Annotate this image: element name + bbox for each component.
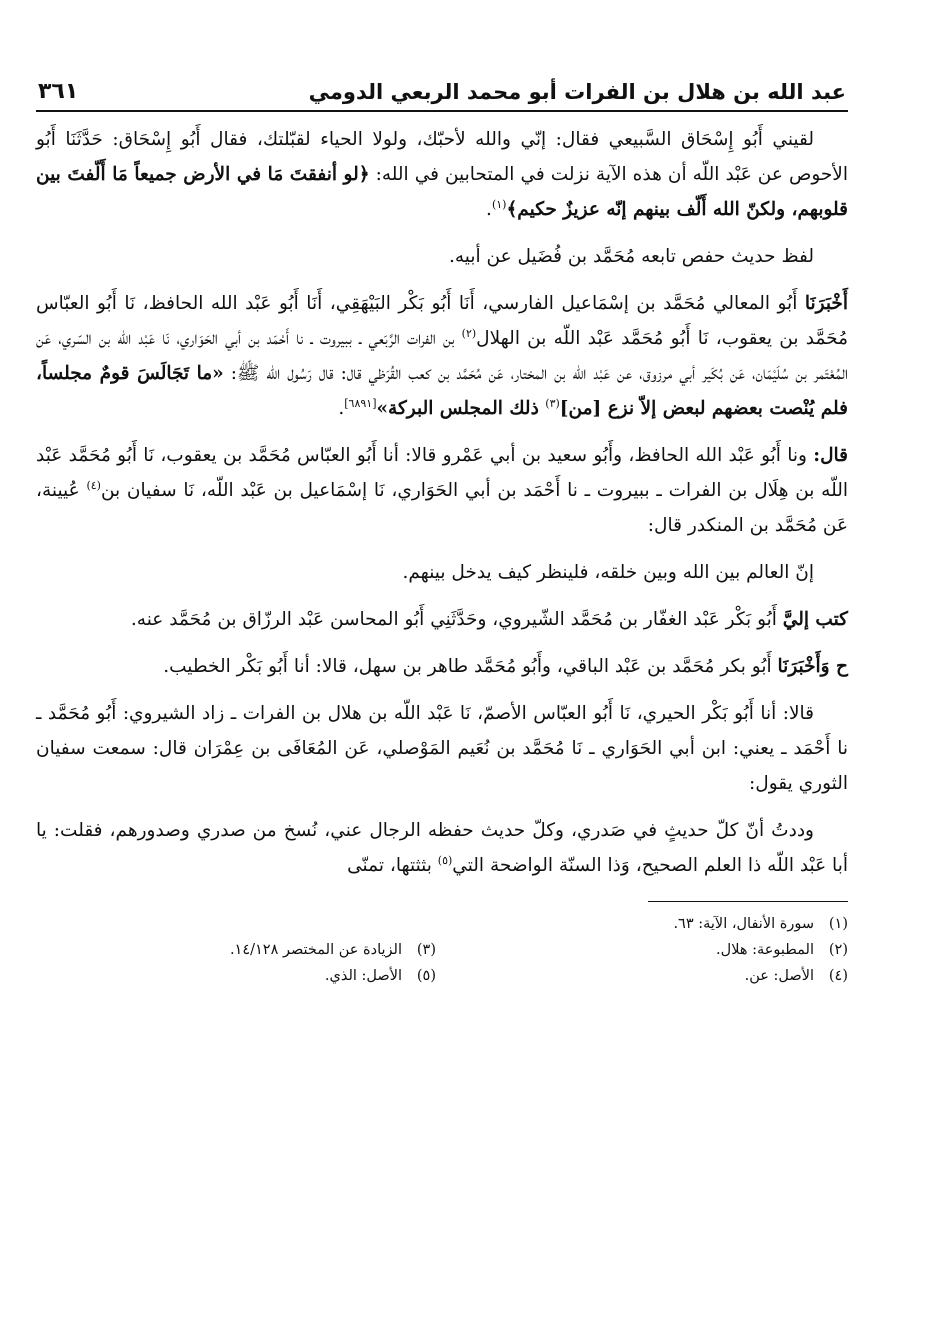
footnote-1 xyxy=(448,912,848,936)
footnote-mark: (٣) xyxy=(545,396,560,410)
footnote-2 xyxy=(448,938,848,962)
hadith-quote-end: ذلك المجلس البركة» xyxy=(376,398,546,419)
book-page xyxy=(36,48,848,988)
page-body xyxy=(36,122,848,883)
page-number: ٣٦١ xyxy=(38,79,79,104)
paragraph-1 xyxy=(36,122,848,227)
paragraph-text-end: بثثتها، تمنّى xyxy=(347,855,438,876)
footnote-empty xyxy=(36,912,436,936)
paragraph-text: لفظ حديث حفص تابعه مُحَمَّد بن فُضَيل عن أبيه. xyxy=(448,246,814,267)
footnote-mark: (٤) xyxy=(86,478,101,492)
footnote-number: (١) xyxy=(828,916,848,932)
paragraph-5 xyxy=(36,555,848,590)
footnote-3 xyxy=(36,938,436,962)
paragraph-text: أَبُو بكر مُحَمَّد بن عَبْد الباقي، وأَبُو مُحَمَّد طاهر بن سهل، قالا: أنا أَبُو بَكْر الخطيب. xyxy=(163,656,778,677)
footnote-text: سورة الأنفال، الآية: ٦٣. xyxy=(673,916,814,932)
footnotes xyxy=(36,912,848,988)
footnote-mark: (٥) xyxy=(437,853,453,867)
paragraph-text: إنّ العالم بين الله وبين خلقه، فلينظر كيف يدخل بينهم. xyxy=(402,562,814,583)
footnote-text: المطبوعة: هلال. xyxy=(716,942,814,958)
paragraph-text: أَبُو المعالي مُحَمَّد بن إسْمَاعيل الفارسي، أَنَا أَبُو بَكْر البَيْهَقِي، أَنَا أَبُو عَبْد الله الحافظ، نَا أَبُو العبّاس مُحَمَّد بن يعقوب، نَا أَبُو مُحَمَّد عَبْد اللّه بن الهلال xyxy=(36,293,848,349)
footnote-text: الأصل: عن. xyxy=(744,968,814,984)
running-title: عبد الله بن هلال بن الفرات أبو محمد الربعي الدومي xyxy=(308,80,846,104)
footnote-5 xyxy=(36,964,436,988)
paragraph-text: لقيني أَبُو إِسْحَاق السَّبيعي فقال: إنّي والله لأحبّك، ولولا الحياء لقبّلتك، فقال أَبُو إِسْحَاق: حَدَّثَنَا أَبُو الأحوص عن عَبْد اللّه أن هذه الآية نزلت في المتحابين في الله: xyxy=(36,129,848,185)
paragraph-9 xyxy=(36,813,848,883)
footnote-mark: (١) xyxy=(491,197,507,211)
paragraph-7 xyxy=(36,649,848,684)
paragraph-4 xyxy=(36,438,848,543)
paragraph-lead: أَخْبَرَنَا xyxy=(804,293,848,314)
paragraph-text-end: . xyxy=(486,199,492,220)
paragraph-text: وددتُ أنّ كلّ حديثٍ في صَدري، وكلّ حديث حفظه الرجال عني، نُسخ من صدري وصدورهم، فقلت: يا أبا عَبْد اللّه ذا العلم الصحيح، وَذا السنّة الواضحة التي xyxy=(36,820,848,876)
paragraph-8 xyxy=(36,696,848,801)
paragraph-text: ونا أَبُو عَبْد الله الحافظ، وأَبُو سعيد بن أبي عَمْرو قالا: أنا أَبُو العبّاس مُحَمَّد بن يعقوب، نَا أَبُو مُحَمَّد عَبْد اللّه بن هِلَال بن الفرات ـ ببيروت ـ نا أَحْمَد بن أبي الحَوَاري، نَا إسْمَاعيل بن عَبْد اللّه، نَا سفيان بن xyxy=(36,445,848,501)
paragraph-2 xyxy=(36,239,848,274)
footnote-number: (٤) xyxy=(828,968,848,984)
footnote-mark: (٢) xyxy=(461,326,477,340)
paragraph-text-end: . xyxy=(338,398,345,419)
hadith-ref: [٦٨٩١] xyxy=(344,396,377,410)
footnote-number: (٣) xyxy=(416,942,436,958)
paragraph-text: قالا: أنا أَبُو بَكْر الحيري، نَا أَبُو العبّاس الأصمّ، نَا عَبْد اللّه بن هلال بن الفرات ـ زاد الشيروي: أَبُو مُحَمَّد ـ نا أَحْمَد ـ يعني: ابن أبي الحَوَاري ـ نَا مُحَمَّد بن نُعَيم المَوْصلي، عَن المُعَافَى بن عِمْرَان قال: سمعت سفيان الثوري يقول: xyxy=(36,703,848,794)
footnote-number: (٥) xyxy=(416,968,436,984)
paragraph-text-end: عُيينة، عَن مُحَمَّد بن المنكدر قال: xyxy=(36,480,848,536)
footnote-text: الزيادة عن المختصر ١٤/١٢٨. xyxy=(229,942,402,958)
footnote-4 xyxy=(448,964,848,988)
paragraph-lead: قال: xyxy=(813,445,848,466)
paragraph-3 xyxy=(36,286,848,426)
page-header xyxy=(36,48,848,112)
paragraph-text: أَبُو بَكْر عَبْد الغفّار بن مُحَمَّد الشّيروي، وحَدَّثَنِي أَبُو المحاسن عَبْد الرزّاق بن مُحَمَّد عنه. xyxy=(130,609,783,630)
footnote-text: الأصل: الذي. xyxy=(324,968,402,984)
paragraph-6 xyxy=(36,602,848,637)
hadith-quote: «ما تَجَالَسَ قومٌ مجلساً، فلم يُنْصت بعضهم لبعض إلاّ نزع [من] xyxy=(36,363,848,419)
paragraph-lead: كتب إليَّ xyxy=(782,609,848,630)
paragraph-text-cont: بن الفرات الرَّبَعي ـ ببيروت ـ نا أَحْمَد بن أبي الحَوَاري، نَا عَبْد الله بن السّري، عَن المُعْتَمر بن سُلَيْمَان، عَن بُكَير أبي مرزوق، عن عَبْد اللّه بن المختار، عَن مُحَمَّد بن كعب القُرَظي قال: قال رَسُول الله ﷺ: xyxy=(36,328,848,384)
footnote-number: (٢) xyxy=(828,942,848,958)
quran-verse: ﴿لو أنفقتَ مَا في الأرض جميعاً مَا أَلّفتَ بين قلوبهم، ولكنّ الله أَلّف بينهم إنّه عزيزٌ حكيم﴾ xyxy=(36,164,848,220)
paragraph-lead: ح وَأَخْبَرَنَا xyxy=(777,656,848,677)
footnote-divider xyxy=(648,901,848,902)
